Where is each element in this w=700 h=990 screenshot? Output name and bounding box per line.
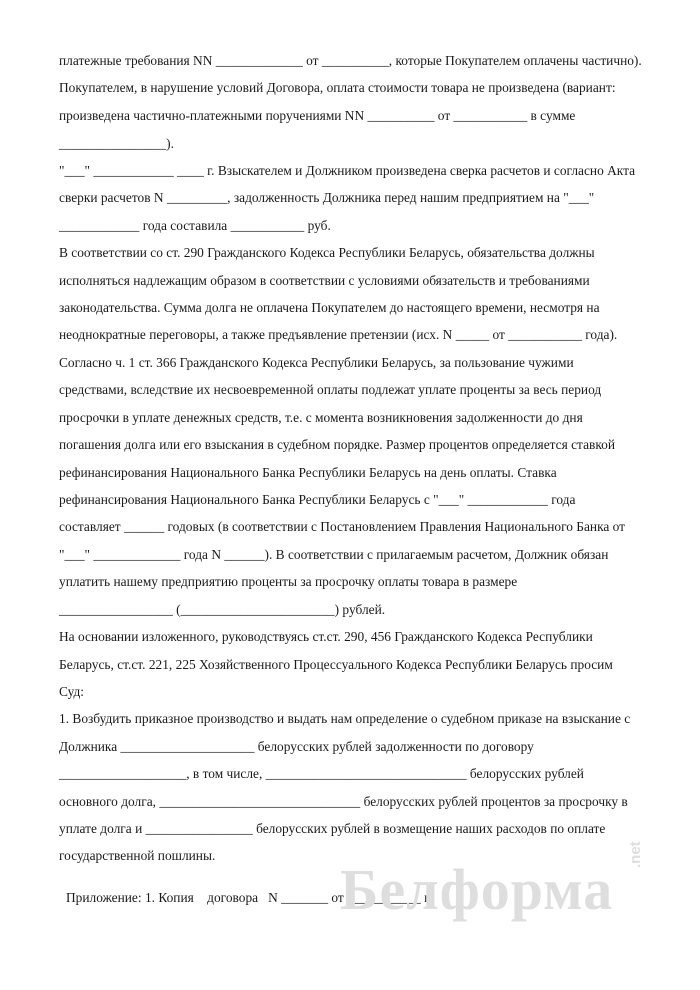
text-line: "___" _____________ года N ______). В соответствии с прилагаемым расчетом, Должник обязан	[59, 547, 609, 562]
text-line: ___________________, в том числе, ______________________________ белорусских рублей	[59, 766, 584, 781]
text-line: уплатить нашему предприятию проценты за просрочку оплаты товара в размере	[59, 574, 518, 589]
text-line: платежные требования NN _____________ от __________, которые Покупателем оплачены частично).	[59, 53, 642, 68]
watermark-suffix: .net	[627, 841, 644, 868]
text-line: Суд:	[59, 684, 84, 699]
text-line: В соответствии со ст. 290 Гражданского Кодекса Республики Беларусь, обязательства должны	[59, 245, 595, 260]
text-line: Беларусь, ст.ст. 221, 225 Хозяйственного Процессуального Кодекса Республики Беларусь просим	[59, 657, 613, 672]
text-line: Должника ____________________ белорусских рублей задолженности по договору	[59, 739, 534, 754]
text-line: составляет ______ годовых (в соответствии с Постановлением Правления Национального Банка от	[59, 519, 626, 534]
text-line: основного долга, ______________________________ белорусских рублей процентов за просрочку в	[59, 794, 628, 809]
text-line: ________________).	[59, 136, 174, 151]
text-line: уплате долга и ________________ белорусских рублей в возмещение наших расходов по оплате	[59, 821, 606, 836]
text-line: _________________ (_______________________) рублей.	[59, 602, 386, 617]
text-line: На основании изложенного, руководствуясь ст.ст. 290, 456 Гражданского Кодекса Республики	[59, 629, 593, 644]
text-line: ____________ года составила ___________ руб.	[59, 218, 331, 233]
text-line: неоднократные переговоры, а также предъявление претензии (исх. N _____ от ___________ года).	[59, 327, 618, 342]
text-line: сверки расчетов N _________, задолженность Должника перед нашим предприятием на "___"	[59, 190, 595, 205]
text-line: законодательства. Сумма долга не оплачена Покупателем до настоящего времени, несмотря на	[59, 300, 600, 315]
text-line: рефинансирования Национального Банка Республики Беларусь на день оплаты. Ставка	[59, 465, 557, 480]
text-line: "___" ____________ ____ г. Взыскателем и Должником произведена сверка расчетов и согласно Акта	[59, 163, 636, 178]
text-line: просрочки в уплате денежных средств, т.е. с момента возникновения задолженности до дня	[59, 410, 583, 425]
text-line: государственной пошлины.	[59, 848, 216, 863]
attachment-line: Приложение: 1. Копия договора N _______ от ___________ г.	[66, 890, 432, 905]
text-line: погашения долга или его взыскания в судебном порядке. Размер процентов определяется ставкой	[59, 437, 616, 452]
text-line: 1. Возбудить приказное производство и выдать нам определение о судебном приказе на взыскание с	[59, 711, 631, 726]
text-line: средствами, вследствие их несвоевременной оплаты подлежат уплате проценты за весь период	[59, 382, 602, 397]
text-line: Согласно ч. 1 ст. 366 Гражданского Кодекса Республики Беларусь, за пользование чужими	[59, 355, 574, 370]
text-line: произведена частично-платежными поручениями NN __________ от ___________ в сумме	[59, 108, 576, 123]
text-line: исполняться надлежащим образом в соответствии с условиями обязательств и требованиями	[59, 273, 590, 288]
text-line: Покупателем, в нарушение условий Договора, оплата стоимости товара не произведена (вариант:	[59, 80, 616, 95]
belforma-watermark: Белформа	[340, 857, 614, 922]
text-line: рефинансирования Национального Банка Республики Беларусь с "___" ____________ года	[59, 492, 576, 507]
